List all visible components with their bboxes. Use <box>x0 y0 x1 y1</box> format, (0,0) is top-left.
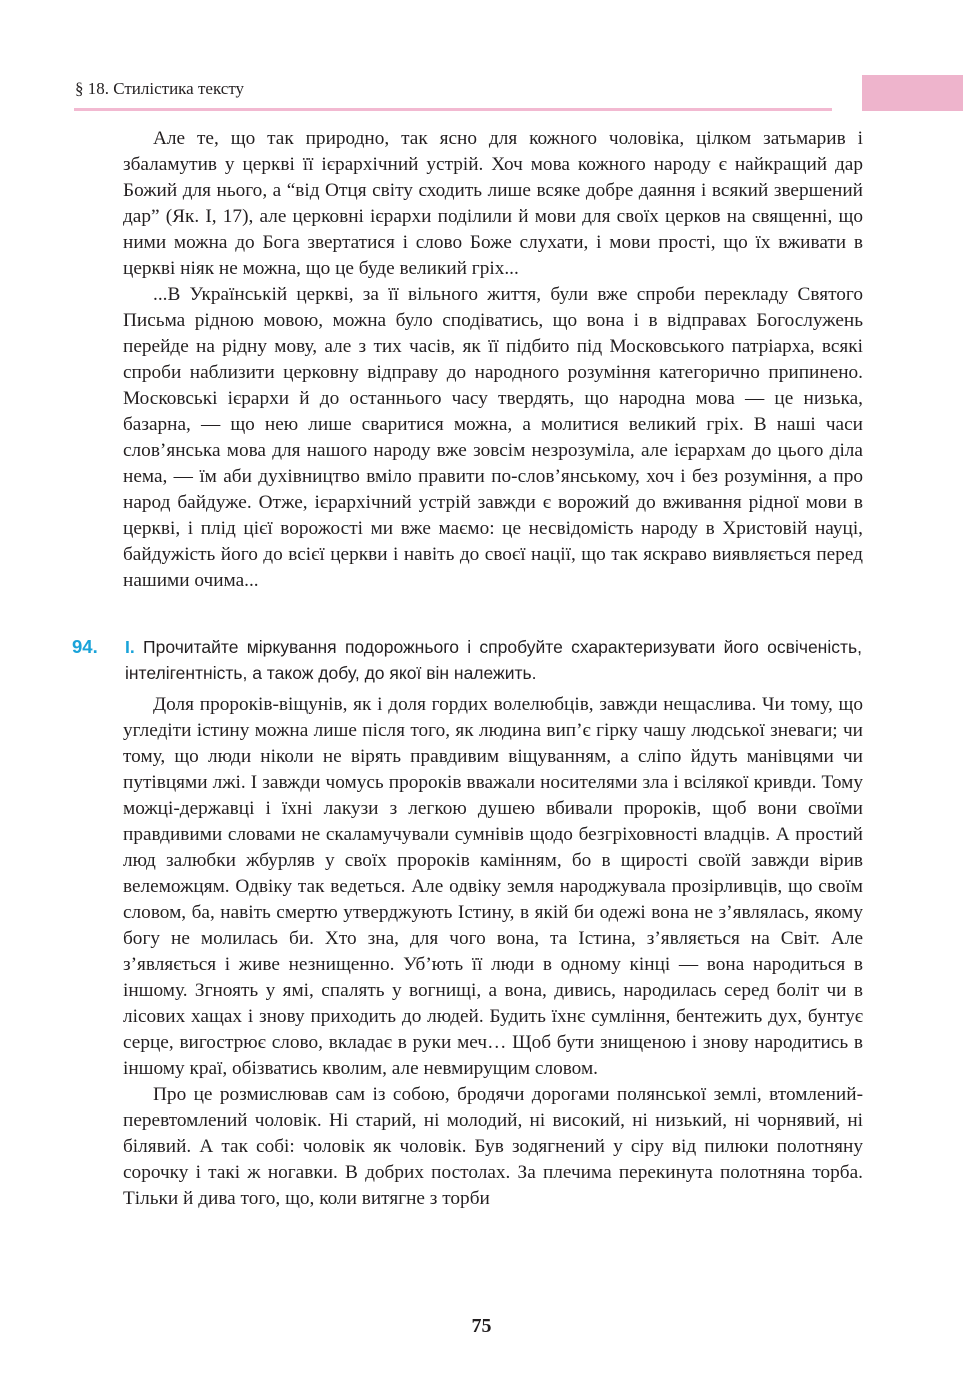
essay-paragraph: Доля пророків-віщунів, як і доля гордих волелюбців, завжди нещаслива. Чи тому, що угледіти істину можна лише після того, як людина вип’є гірку чашу людської зневаги; чи тому, що люди ніколи не вірять правдивим віщуванням, а сліпо йдуть манівцями чи путівцями лжі. І завжди чомусь пророків вважали носителями зла і всілякої кривди. Тому можці-державці і їхні лакузи з легкою душею вбивали пророків, щоб вони своїми правдивими словами не скаламучували сумнівів щодо безгріховності владців. А простий люд залюбки жбурляв у своїх пророків камінням, бо в щирості своїй завжди вірив велеможцям. Одвіку так ведеться. Але одвіку земля народжувала прозірливців, що своїм словом, ба, навіть смертю утверджують Істину, в якій би одежі вона не з’являлась, якому богу не молилась би. Хто зна, для чого вона, та Істина, з’являється на Світ. Але з’являється і живе незнищенно. Уб’ють її люди в одному кінці — вона народиться в іншому. Згноять у ямі, спалять у вогнищі, а вона, дивись, народилась серед боліт чи в лісових хащах і знову приходить до людей. Будить їхнє сумління, бентежить дух, бунтує серце, вигострює слово, вкладає в руки меч… Щоб бути знищеною і знову народитись в іншому краї, обізватись кволим, але невмирущим словом. <box>123 694 863 1079</box>
exercise-part-label: І. <box>125 637 135 657</box>
exercise-instruction <box>125 634 862 686</box>
header-color-tab <box>862 75 963 111</box>
section-title: § 18. Стилістика тексту <box>75 79 245 98</box>
essay-paragraph: Про це розмислював сам із собою, бродячи дорогами полянської землі, втомлений-перевтомлений чоловік. Ні старий, ні молодий, ні високий, ні низький, ні чорнявий, ні білявий. А так собі: чоловік як чоловік. Був зодягнений у сіру від пилюки полотняну сорочку і такі ж ногавки. В добрих постолах. За плечима перекинута полотняна торба. Тільки й дива того, що, коли витягне з торби <box>123 1084 863 1209</box>
header-divider <box>74 108 832 111</box>
quote-text <box>123 126 863 594</box>
page-number: 75 <box>471 1315 492 1337</box>
quote-paragraph: Але те, що так природно, так ясно для кожного чоловіка, цілком затьмарив і збаламутив у церкві її ієрархічний устрій. Хоч мова кожного народу є найкращий дар Божий для нього, а “від Отця світу сходить лише всяке добре даяння і всякий звершений дар” (Як. І, 17), але церковні ієрархи поділили й мови для своїх церков на священні, що ними можна до Бога звертатися і слово Боже слухати, і мови прості, що їх вживати в церкві ніяк не можна, що це буде великий гріх... <box>123 128 863 279</box>
essay-text <box>123 692 863 1212</box>
exercise-instruction-text: Прочитайте міркування подорожнього і спробуйте схарактеризувати його освіченість, інтелігентність, а також добу, до якої він належить. <box>125 637 862 683</box>
exercise-number: 94. <box>72 636 98 657</box>
exercise-94 <box>72 634 862 686</box>
quote-paragraph: ...В Українській церкві, за її вільного життя, були вже спроби перекладу Святого Письма рідною мовою, можна було сподіватись, що вона і в відправах Богослужень перейде на рідну мову, але з тих часів, як її підбито під Московського патріарха, всякі спроби наблизити церковну відправу до народного розуміння категорично припинено. Московські ієрархи й до останнього часу твердять, що народна мова — це низька, базарна, — що нею лише сваритися можна, а молитися великий гріх. В наші часи слов’янська мова для нашого народу вже зовсім незрозуміла, але ієрархам до цього діла нема, — їм аби духівництво вміло правити по-слов’янському, хоч і без розуміння, а про народ байдуже. Отже, ієрархічний устрій завжди є ворожий до вживання рідної мови в церкві, і плід цієї ворожості ми вже маємо: це несвідомість народу в Христовій науці, байдужість його до всієї церкви і навіть до своєї нації, що так яскраво виявляється перед нашими очима... <box>123 284 863 591</box>
